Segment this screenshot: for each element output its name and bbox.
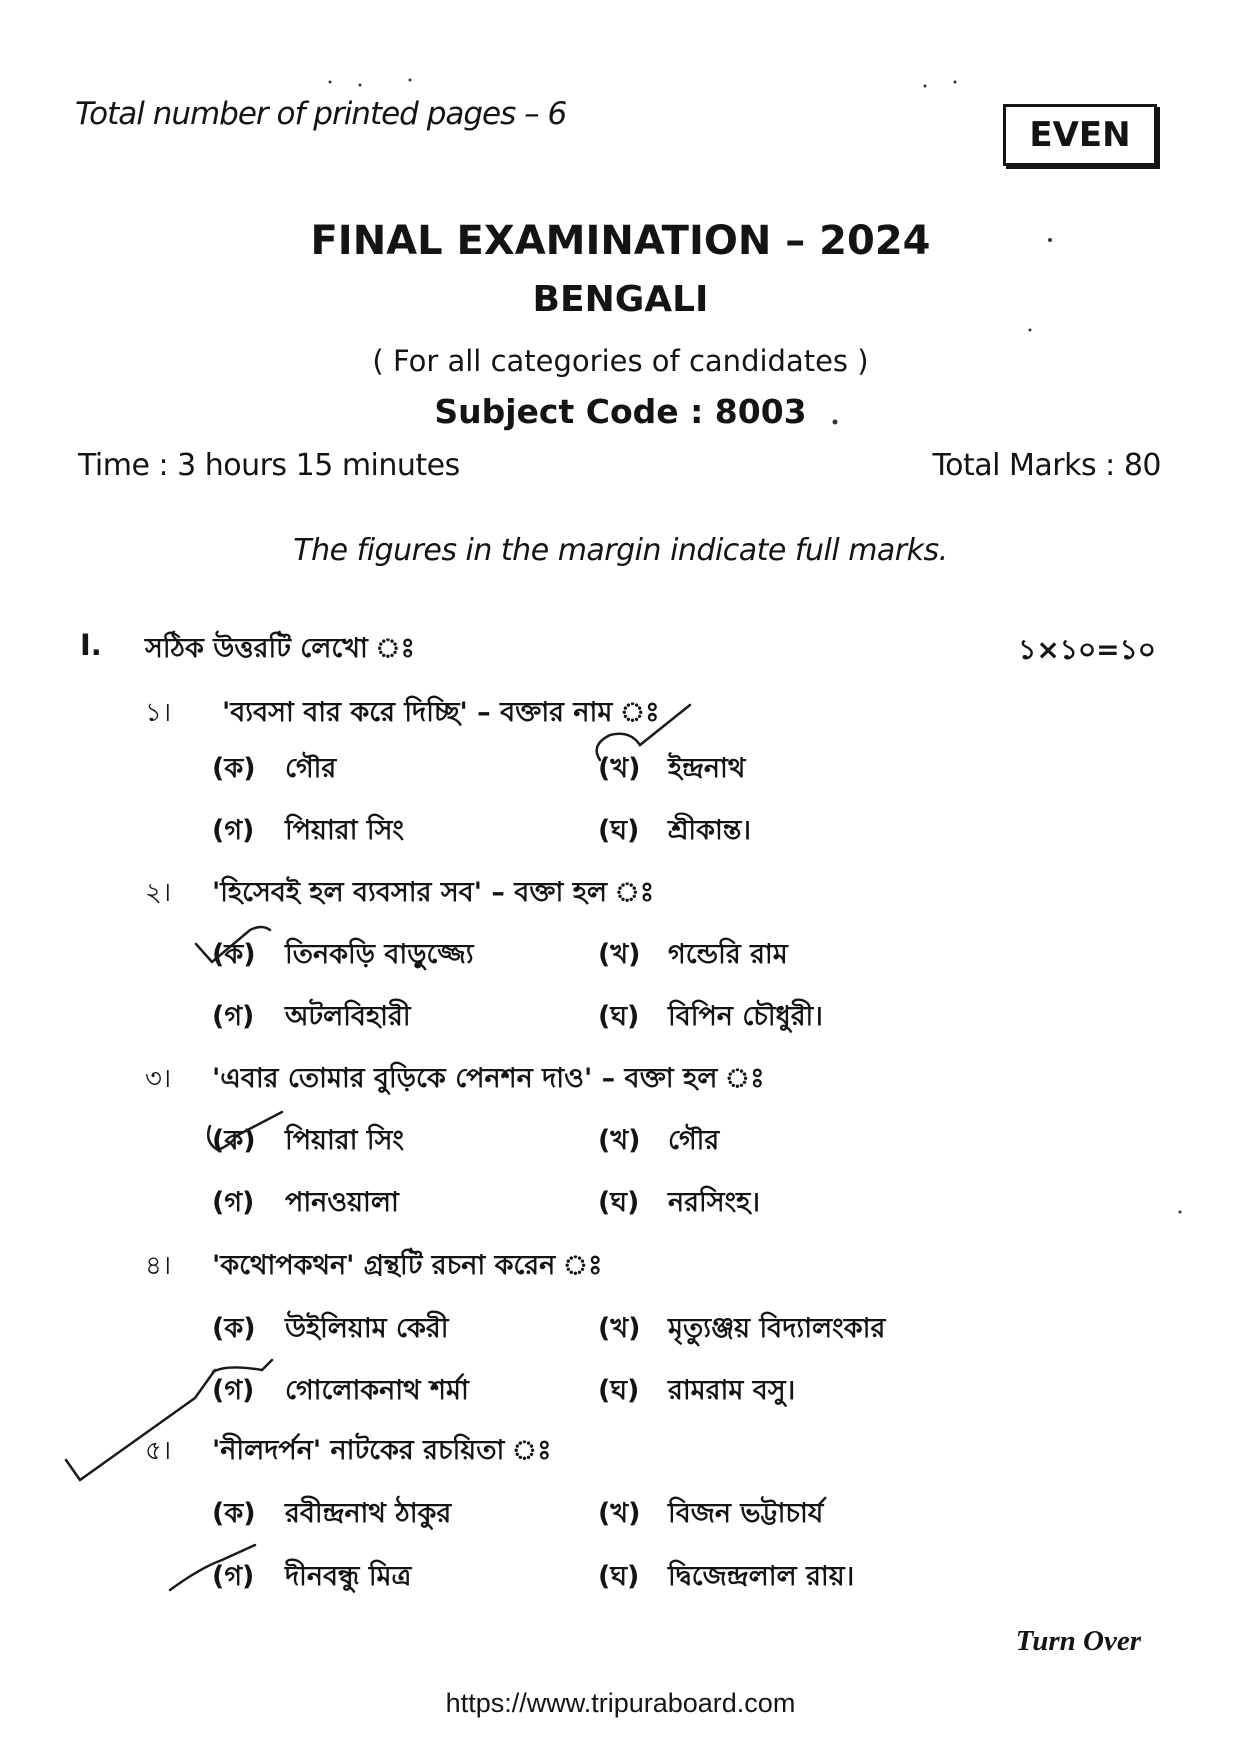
option-text: দ্বিজেন্দ্রলাল রায়। bbox=[668, 1561, 855, 1592]
option-label: (ঘ) bbox=[598, 1375, 640, 1406]
option-label: (গ) bbox=[212, 1561, 255, 1592]
question-text: 'হিসেবই হল ব্যবসার সব' – বক্তা হল ঃ bbox=[212, 877, 655, 908]
time-allowed: Time : 3 hours 15 minutes bbox=[78, 448, 460, 483]
option-label: (গ) bbox=[212, 815, 255, 846]
option-label: (গ) bbox=[212, 1375, 255, 1406]
printed-pages-note: Total number of printed pages – 6 bbox=[75, 96, 567, 132]
option-label: (খ) bbox=[598, 753, 641, 784]
option-label: (খ) bbox=[598, 939, 641, 970]
option-text: বিপিন চৌধুরী। bbox=[668, 1001, 823, 1032]
question-number: ৫। bbox=[145, 1436, 172, 1466]
option-text: মৃত্যুঞ্জয় বিদ্যালংকার bbox=[668, 1313, 886, 1344]
option-label: (ক) bbox=[212, 1498, 256, 1529]
option-text: শ্রীকান্ত। bbox=[668, 815, 752, 846]
option-label: (ক) bbox=[212, 1125, 256, 1156]
option-label: (ক) bbox=[212, 1313, 256, 1344]
option-label: (গ) bbox=[212, 1001, 255, 1032]
option-label: (ঘ) bbox=[598, 1561, 640, 1592]
option-text: বিজন ভট্টাচার্য bbox=[668, 1498, 824, 1529]
question-number: ২। bbox=[145, 878, 172, 908]
option-label: (ক) bbox=[212, 939, 256, 970]
option-label: (ঘ) bbox=[598, 1187, 640, 1218]
section-title: সঠিক উত্তরটি লেখো ঃ bbox=[145, 633, 415, 664]
option-label: (খ) bbox=[598, 1498, 641, 1529]
option-label: (খ) bbox=[598, 1125, 641, 1156]
option-label: (ক) bbox=[212, 753, 256, 784]
option-text: গোলোকনাথ শর্মা bbox=[285, 1375, 469, 1406]
option-text: পিয়ারা সিং bbox=[285, 815, 405, 846]
section-number: I. bbox=[80, 628, 102, 662]
option-label: (ঘ) bbox=[598, 815, 640, 846]
question-text: 'নীলদর্পন' নাটকের রচয়িতা ঃ bbox=[212, 1435, 552, 1466]
tick-mark-q4 bbox=[66, 1370, 215, 1480]
option-label: (ঘ) bbox=[598, 1001, 640, 1032]
option-text: রবীন্দ্রনাথ ঠাকুর bbox=[285, 1498, 452, 1529]
exam-title: FINAL EXAMINATION – 2024 bbox=[310, 218, 931, 264]
option-text: গৌর bbox=[668, 1125, 720, 1156]
question-text: 'এবার তোমার বুড়িকে পেনশন দাও' – বক্তা হল ঃ bbox=[212, 1063, 765, 1094]
option-label: (খ) bbox=[598, 1313, 641, 1344]
option-text: উইলিয়াম কেরী bbox=[285, 1313, 449, 1344]
question-text: 'কথোপকথন' গ্রন্থটি রচনা করেন ঃ bbox=[212, 1250, 603, 1281]
option-text: রামরাম বসু। bbox=[668, 1375, 796, 1406]
question-number: ৪। bbox=[145, 1251, 172, 1281]
option-text: পিয়ারা সিং bbox=[285, 1125, 405, 1156]
source-url: https://www.tripuraboard.com bbox=[445, 1688, 796, 1718]
even-badge: EVEN bbox=[1003, 104, 1157, 166]
option-text: নরসিংহ। bbox=[668, 1187, 760, 1218]
option-text: ইন্দ্রনাথ bbox=[668, 753, 746, 784]
question-number: ৩। bbox=[145, 1064, 172, 1094]
option-text: গন্ডেরি রাম bbox=[668, 939, 788, 970]
option-text: দীনবন্ধু মিত্র bbox=[285, 1561, 412, 1592]
question-text: 'ব্যবসা বার করে দিচ্ছি' – বক্তার নাম ঃ bbox=[222, 697, 660, 728]
subject-name: BENGALI bbox=[532, 279, 709, 320]
option-label: (গ) bbox=[212, 1187, 255, 1218]
total-marks: Total Marks : 80 bbox=[932, 448, 1161, 483]
option-text: পানওয়ালা bbox=[285, 1187, 399, 1218]
subject-code: Subject Code : 8003 bbox=[434, 392, 807, 431]
option-text: তিনকড়ি বাড়ুজ্জ্যে bbox=[285, 939, 474, 970]
question-number: ১। bbox=[145, 698, 172, 728]
option-text: গৌর bbox=[285, 753, 337, 784]
turn-over-note: Turn Over bbox=[1015, 1625, 1141, 1657]
section-marks: ১×১০=১০ bbox=[1018, 633, 1156, 666]
option-text: অটলবিহারী bbox=[285, 1001, 411, 1032]
candidate-categories: ( For all categories of candidates ) bbox=[372, 344, 869, 378]
marks-note: The figures in the margin indicate full marks. bbox=[293, 533, 948, 568]
